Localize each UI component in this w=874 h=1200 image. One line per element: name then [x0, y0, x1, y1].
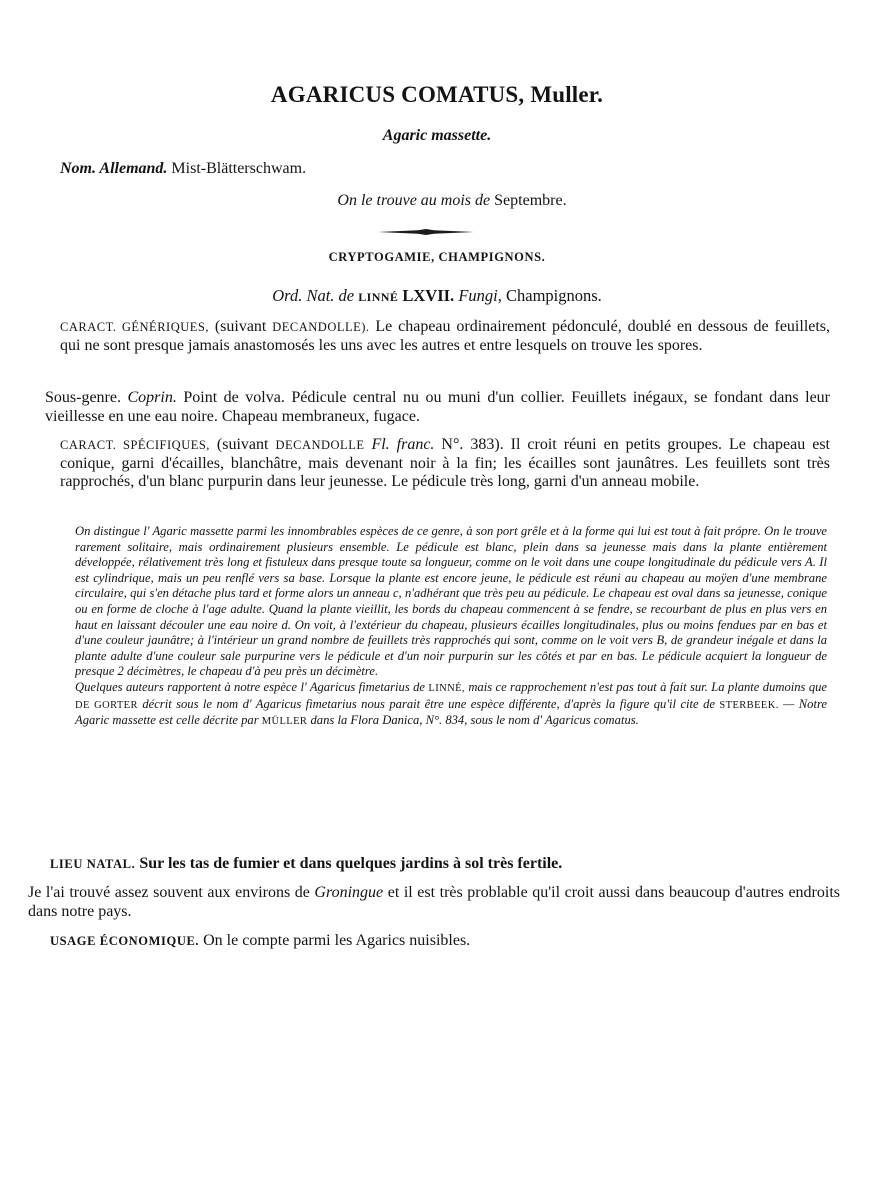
notes-p2-gorter: DE GORTER [75, 699, 138, 711]
common-name: Agaric massette. [382, 127, 492, 144]
specific-author: DECANDOLLE [275, 438, 365, 452]
generic-author: DECANDOLLE). [272, 320, 370, 334]
german-name-value: Mist-Blätterschwam. [171, 160, 307, 177]
subgenus-label: Sous-genre. [45, 389, 121, 406]
natural-order-line [0, 286, 874, 306]
ornamental-rule [378, 229, 474, 235]
subgenus-name: Coprin. [127, 389, 177, 406]
season-month: Septembre. [494, 192, 567, 209]
specific-characters [60, 436, 830, 492]
generic-suivant: (suivant [214, 318, 267, 335]
notes-paragraph-2 [75, 680, 827, 730]
order-suffix: Champignons. [505, 286, 602, 305]
economic-use-text: On le compte parmi les Agarics nuisibles. [203, 932, 471, 949]
title-species: AGARICUS COMATUS, [270, 82, 525, 107]
subgenus [45, 389, 830, 426]
subgenus-text: Point de volva. Pédicule central nu ou muni d'un collier. Feuillets inégaux, se fondant dans leur vieillesse en une eau noire. Chapeau membraneux, fugace. [45, 389, 831, 425]
specific-number: N°. 383). [441, 436, 504, 453]
economic-use-line [50, 932, 840, 950]
habitat-text: Sur les tas de fumier et dans quelques jardins à sol très fertile. [139, 855, 563, 872]
page-title [0, 82, 874, 108]
order-prefix: Ord. Nat. de [272, 286, 355, 305]
generic-label: CARACT. GÉNÉRIQUES, [60, 320, 209, 334]
locality-text-a: Je l'ai trouvé assez souvent aux environs de [28, 884, 310, 901]
season-label: On le trouve au mois de [337, 192, 491, 209]
generic-characters [60, 318, 830, 355]
notes-p2-muller: MÜLLER [261, 716, 308, 728]
locality-paragraph [28, 883, 840, 921]
habitat-line [50, 855, 840, 873]
notes-p2-d: — Notre Agaric massette est celle décrite par [75, 696, 827, 728]
german-name-label: Nom. Allemand. [60, 160, 168, 177]
order-linne: LINNÉ [358, 290, 399, 304]
notes-p2-linne: LINNÉ, [428, 682, 465, 694]
generic-text: Le chapeau ordinairement pédonculé, doublé en dessous de feuillets, qui ne sont presque jamais anastomosés les uns avec les autres et entre lesquels on trouve les spores. [60, 318, 831, 354]
specific-ref: Fl. franc. [371, 436, 435, 453]
order-fungi: Fungi, [458, 286, 502, 305]
notes-p2-e: dans la Flora Danica, N°. 834, sous le nom d' Agaricus comatus. [310, 713, 639, 728]
locality-text-b: et il est très problable qu'il croit aussi dans beaucoup d'autres endroits dans notre pays. [28, 884, 840, 920]
notes-p2-sterbeek: STERBEEK. [719, 699, 779, 711]
specific-suivant: (suivant [216, 436, 269, 453]
notes-paragraph-1: On distingue l' Agaric massette parmi les innombrables espèces de ce genre, à son port grêle et à la forme qui lui est tout à fait própre. On le trouve rarement solitaire, mais ordinairement plusieurs ensemble. Le pédicule est blanc, plein dans sa jeunesse mais dans la plante entièrement développée, rélativement très long et fistuleux dans presque toute sa longueur, comme on le voit dans une coupe longitudinale du pédicule vers A. Il est cylindrique, mais un peu renflé vers sa base. Lorsque la plante est encore jeune, le pédicule est réuni au chapeau au moÿen d'une membrane circulaire, qui s'en détache plus tard et forme alors un anneau c, n'adhérant que très peu au pédicule. Le chapeau est oval dans sa jeunesse, conique ou en forme de cloche à l'age adulte. Quand la plante vieillit, les bords du chapeau commencent à se fendre, se recourbant de plus en plus vers en haut en laissant découler une eau noire d. On voit, à l'extérieur du chapeau, plusieurs écailles longitudinales, plus ou moins fendues par en bas et d'une couleur jaunâtre; à l'intérieur un grand nombre de feuillets très rapprochés qui sont, comme on le voit vers B, de grandeur inégale et dans la plante adulte d'une couleur sale purpurine vers le pédicule et d'un noir purpurin sur les côtés et par en bas. Le pédicule acquiert la longueur de presque 2 décimètres, le chapeau d'à peu près un décimètre. [75, 524, 827, 679]
economic-use-label: USAGE ÉCONOMIQUE. [50, 934, 200, 948]
habitat-label: LIEU NATAL. [50, 857, 136, 871]
specific-label: CARACT. SPÉCIFIQUES, [60, 438, 210, 452]
specific-text: Il croit réuni en petits groupes. Le chapeau est conique, garni d'écailles, blanchâtre, mais devenant noir à la fin; les écailles sont jaunâtres. Les feuillets sont très rapprochés, d'un blanc purpurin dans leur jeunesse. Le pédicule très long, garni d'un anneau mobile. [60, 436, 830, 490]
notes-p2-c: décrit sous le nom d' Agaricus fimetarius nous parait être une espèce différente, d'après la figure qu'il cite de [142, 696, 715, 711]
german-name-line [60, 160, 306, 178]
season-line [0, 192, 874, 210]
classification: CRYPTOGAMIE, CHAMPIGNONS. [328, 250, 546, 264]
locality-place: Groningue [314, 884, 384, 901]
notes-p2-a: Quelques auteurs rapportent à notre espèce l' Agaricus fimetarius de [75, 679, 426, 694]
title-author: Muller. [530, 82, 604, 107]
description-notes [75, 524, 827, 730]
notes-p2-b: mais ce rapprochement n'est pas tout à fait sur. La plante dumoins que [468, 679, 827, 694]
order-number: LXVII. [402, 286, 455, 305]
